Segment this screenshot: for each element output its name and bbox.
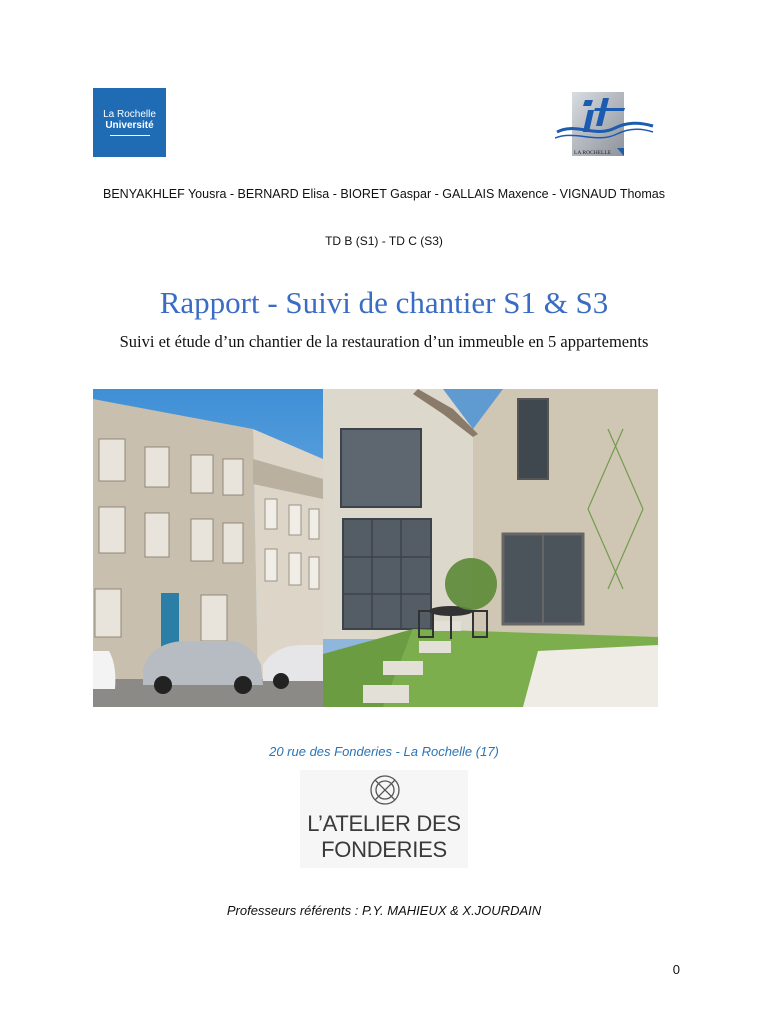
logo-underline [110,135,150,136]
street-facade-photo [93,389,323,707]
report-title: Rapport - Suivi de chantier S1 & S3 [159,285,609,320]
atelier-logo-name [300,811,468,863]
authors: BENYAKHLEF Yousra - BERNARD Elisa - BIORET Gaspar - GALLAIS Maxence - VIGNAUD Thomas [103,187,665,201]
professors: Professeurs référents : P.Y. MAHIEUX & X.JOURDAIN [226,903,542,918]
iut-logo-graphic [555,92,655,158]
courtyard-render-photo [323,389,658,707]
report-subtitle: Suivi et étude d’un chantier de la restauration d’un immeuble en 5 appartements [119,332,649,351]
logo-line-1: La Rochelle [103,109,156,120]
iut-la-rochelle-logo [555,92,655,158]
atelier-logo-text: L’ATELIER DES FONDERIES [307,811,461,862]
compass-emblem-icon [300,770,468,810]
td-groups: TD B (S1) - TD C (S3) [325,234,443,248]
site-address: 20 rue des Fonderies - La Rochelle (17) [269,744,499,759]
logo-line-2: Université [105,120,154,131]
page-number: 0 [672,962,680,977]
la-rochelle-universite-logo [93,88,166,157]
iut-caption: LA ROCHELLE [574,150,612,156]
